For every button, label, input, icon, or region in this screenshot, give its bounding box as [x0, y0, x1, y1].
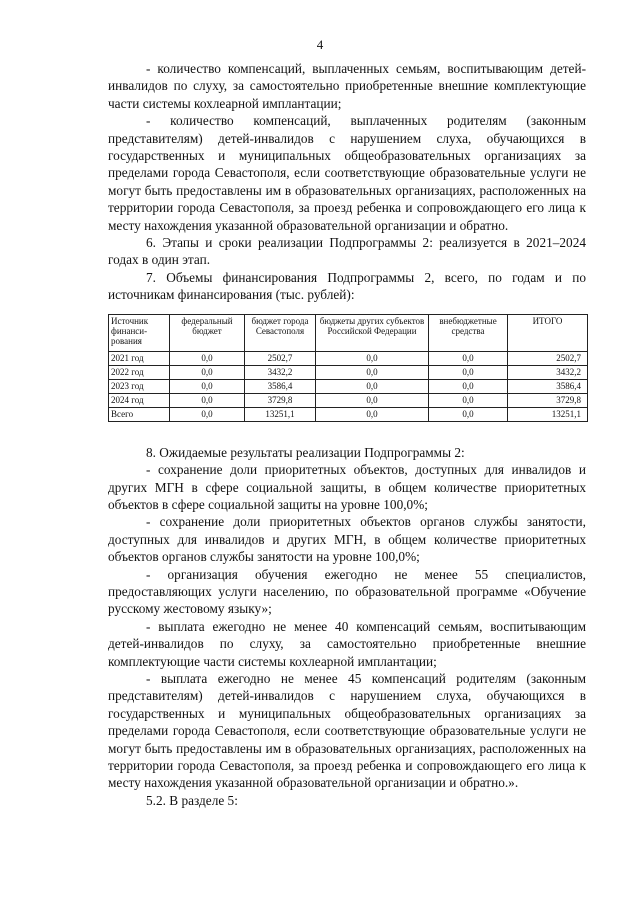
table-cell: 0,0 — [170, 379, 245, 393]
table-row — [109, 393, 588, 407]
table-cell: 3729,8 — [508, 393, 588, 407]
table-cell: 0,0 — [429, 379, 508, 393]
table-cell: 0,0 — [316, 351, 429, 365]
paragraph: 6. Этапы и сроки реализации Подпрограммы 2: реализуется в 2021–2024 годах в один этап. — [108, 235, 586, 268]
table-cell: 2022 год — [109, 365, 170, 379]
table-row — [109, 351, 588, 365]
table-header-row — [109, 314, 588, 351]
table-cell: 3432,2 — [245, 365, 316, 379]
paragraph: - выплата ежегодно не менее 45 компенсаций родителям (законным представителям) детей-инвалидов с нарушением слуха, обучающихся в государственных и муниципальных общеобразовательных организациях за пределами города Севастополя, если соответствующие образовательные услуги не могут быть предоставлены им в образовательных организациях, расположенных на территории города Севастополя, за проезд ребенка и сопровождающего его лица к месту нахождения указанной образовательной организации и обратно.». — [108, 670, 586, 791]
paragraph: - количество компенсаций, выплаченных семьям, воспитывающим детей-инвалидов по слуху, за самостоятельно приобретенные внешние комплектующие части системы кохлеарной имплантации; — [108, 61, 586, 111]
table-cell: 2024 год — [109, 393, 170, 407]
table-row — [109, 379, 588, 393]
paragraph: 5.2. В разделе 5: — [146, 792, 238, 808]
table-cell: 0,0 — [170, 351, 245, 365]
table-cell: 0,0 — [316, 407, 429, 421]
table-row-total — [109, 407, 588, 421]
table-cell: 0,0 — [429, 365, 508, 379]
document-body — [108, 60, 586, 809]
table-cell: 0,0 — [429, 393, 508, 407]
paragraph: - количество компенсаций, выплаченных родителям (законным представителям) детей-инвалидов с нарушением слуха, обучающихся в государственных и муниципальных общеобразовательных организациях за пределами города Севастополя, если соответствующие образовательные услуги не могут быть предоставлены им в образовательных организациях, расположенных на территории города Севастополя, за проезд ребенка и сопровождающего его лица к месту нахождения указанной образовательной организации и обратно. — [108, 113, 586, 233]
table-header-cell: бюджет города Севастополя — [245, 314, 316, 351]
section-heading: 8. Ожидаемые результаты реализации Подпрограммы 2: — [146, 444, 465, 460]
table-cell: 3729,8 — [245, 393, 316, 407]
paragraph: - сохранение доли приоритетных объектов органов службы занятости, доступных для инвалидов и других МГН, в общем количестве приоритетных объектов органов службы занятости на уровне 100,0%; — [108, 514, 586, 565]
paragraph: - выплата ежегодно не менее 40 компенсаций семьям, воспитывающим детей-инвалидов по слуху, за самостоятельно приобретенные внешние комплектующие части системы кохлеарной имплантации; — [108, 618, 586, 669]
table-cell: 0,0 — [429, 351, 508, 365]
table-row — [109, 365, 588, 379]
page-number: 4 — [316, 37, 324, 52]
table-cell: 0,0 — [170, 365, 245, 379]
table-cell: 2021 год — [109, 351, 170, 365]
table-header-cell: бюджеты других субъектов Российской Федерации — [316, 314, 429, 351]
paragraph: 7. Объемы финансирования Подпрограммы 2, всего, по годам и по источникам финансирования (тыс. рублей): — [108, 269, 586, 303]
table-cell: 0,0 — [316, 393, 429, 407]
table-cell: 0,0 — [316, 365, 429, 379]
financing-table — [108, 314, 588, 422]
table-header-cell: внебюджетные средства — [429, 314, 508, 351]
table-cell: 0,0 — [316, 379, 429, 393]
table-cell: 13251,1 — [508, 407, 588, 421]
paragraph: - организация обучения ежегодно не менее 55 специалистов, предоставляющих услуги населению, по образовательной программе «Обучение русскому жестовому языку»; — [108, 566, 586, 617]
table-cell: 3586,4 — [245, 379, 316, 393]
table-cell: 13251,1 — [245, 407, 316, 421]
table-cell: 2023 год — [109, 379, 170, 393]
table-cell: 3586,4 — [508, 379, 588, 393]
table-cell: 3432,2 — [508, 365, 588, 379]
table-header-cell: федеральный бюджет — [170, 314, 245, 351]
paragraph: - сохранение доли приоритетных объектов, доступных для инвалидов и других МГН в сфере социальной защиты, в общем количестве приоритетных объектов в сфере социальной защиты на уровне 100,0%; — [108, 462, 586, 512]
table-cell: 2502,7 — [245, 351, 316, 365]
table-cell: 2502,7 — [508, 351, 588, 365]
table-cell: 0,0 — [429, 407, 508, 421]
table-cell: Всего — [109, 407, 170, 421]
table-header-cell: ИТОГО — [508, 314, 588, 351]
table-header-cell: Источник финанси-рования — [109, 314, 170, 351]
table-cell: 0,0 — [170, 407, 245, 421]
table-cell: 0,0 — [170, 393, 245, 407]
